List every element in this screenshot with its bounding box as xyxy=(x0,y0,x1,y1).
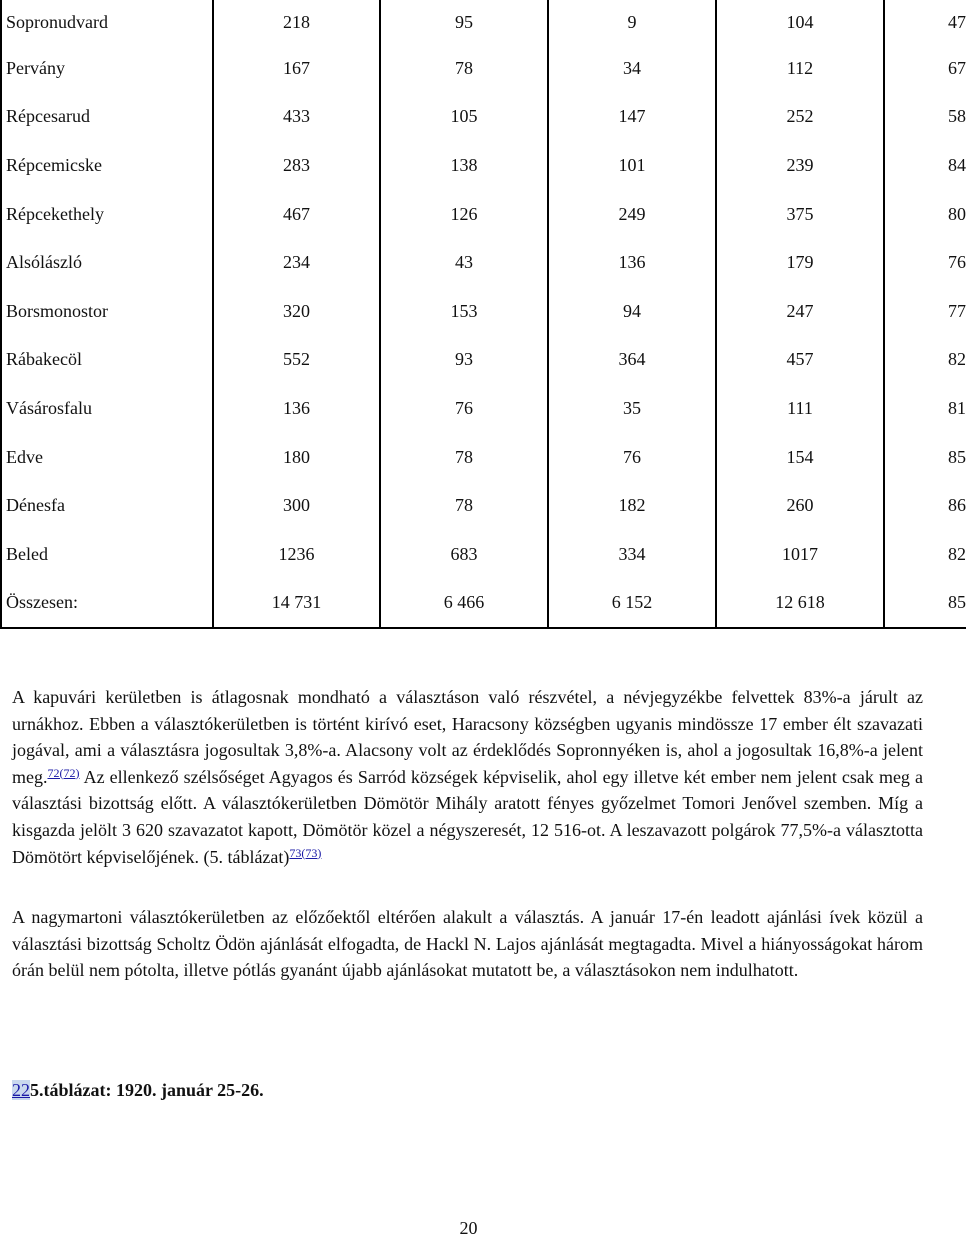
cell-value-1: 467 xyxy=(213,190,380,239)
caption-ref-link[interactable]: 22 xyxy=(12,1080,30,1100)
cell-value-1: 300 xyxy=(213,481,380,530)
cell-value-5: 77 xyxy=(884,287,966,336)
cell-value-5: 84 xyxy=(884,141,966,190)
cell-value-4: 12 618 xyxy=(716,579,884,629)
cell-value-1: 1236 xyxy=(213,530,380,579)
cell-value-5: 76 xyxy=(884,238,966,287)
cell-settlement-name: Pervány xyxy=(1,44,213,93)
cell-value-3: 147 xyxy=(548,93,716,142)
table-row xyxy=(1,141,966,190)
cell-value-4: 252 xyxy=(716,93,884,142)
cell-value-4: 104 xyxy=(716,0,884,44)
cell-value-1: 433 xyxy=(213,93,380,142)
cell-value-5: 47 xyxy=(884,0,966,44)
cell-value-3: 249 xyxy=(548,190,716,239)
cell-settlement-name: Répcekethely xyxy=(1,190,213,239)
cell-value-3: 94 xyxy=(548,287,716,336)
cell-value-2: 78 xyxy=(380,433,548,482)
cell-value-1: 167 xyxy=(213,44,380,93)
cell-value-5: 80 xyxy=(884,190,966,239)
cell-settlement-name: Összesen: xyxy=(1,579,213,629)
table-row xyxy=(1,93,966,142)
cell-value-5: 82 xyxy=(884,530,966,579)
cell-value-1: 552 xyxy=(213,336,380,385)
cell-value-4: 260 xyxy=(716,481,884,530)
table-row xyxy=(1,287,966,336)
cell-value-2: 78 xyxy=(380,44,548,93)
cell-value-3: 9 xyxy=(548,0,716,44)
cell-value-1: 234 xyxy=(213,238,380,287)
cell-settlement-name: Borsmonostor xyxy=(1,287,213,336)
cell-settlement-name: Vásárosfalu xyxy=(1,384,213,433)
cell-value-1: 14 731 xyxy=(213,579,380,629)
cell-value-4: 239 xyxy=(716,141,884,190)
cell-value-5: 85 xyxy=(884,433,966,482)
table-row xyxy=(1,44,966,93)
cell-value-1: 283 xyxy=(213,141,380,190)
footnote-link-73[interactable]: 73(73) xyxy=(289,845,322,860)
cell-value-2: 43 xyxy=(380,238,548,287)
table-row xyxy=(1,579,966,629)
cell-value-1: 136 xyxy=(213,384,380,433)
results-table-body xyxy=(1,0,966,628)
cell-settlement-name: Beled xyxy=(1,530,213,579)
cell-value-2: 78 xyxy=(380,481,548,530)
cell-value-5: 58 xyxy=(884,93,966,142)
cell-value-2: 126 xyxy=(380,190,548,239)
table-row xyxy=(1,190,966,239)
cell-value-4: 375 xyxy=(716,190,884,239)
cell-value-3: 34 xyxy=(548,44,716,93)
cell-value-5: 81 xyxy=(884,384,966,433)
table-row xyxy=(1,238,966,287)
table-caption xyxy=(12,1080,264,1101)
cell-value-3: 182 xyxy=(548,481,716,530)
cell-value-4: 457 xyxy=(716,336,884,385)
cell-value-3: 35 xyxy=(548,384,716,433)
cell-value-3: 364 xyxy=(548,336,716,385)
paragraph-kapuvar-text-b: Az ellenkező szélsőséget Agyagos és Sarród községek képviselik, ahol egy illetve két ember nem jelent csak meg a választási bizottság előtt. A választókerületben Dömötör Mihály aratott fényes győzelmet Tomori Jenővel szemben. Míg a kisgazda jelölt 3 620 szavazatot kapott, Dömötör közel a négyszeresét, 12 516-ot. A leszavazott polgárok 77,5%-a választotta Dömötört képviselőjének. (5. táblázat) xyxy=(12,766,923,867)
page-number: 20 xyxy=(459,1218,478,1238)
cell-settlement-name: Dénesfa xyxy=(1,481,213,530)
cell-value-2: 683 xyxy=(380,530,548,579)
cell-value-2: 138 xyxy=(380,141,548,190)
cell-value-1: 180 xyxy=(213,433,380,482)
cell-value-1: 320 xyxy=(213,287,380,336)
cell-value-5: 82 xyxy=(884,336,966,385)
cell-value-2: 93 xyxy=(380,336,548,385)
table-row xyxy=(1,530,966,579)
caption-text: 5.táblázat: 1920. január 25-26. xyxy=(30,1080,264,1100)
cell-settlement-name: Répcemicske xyxy=(1,141,213,190)
table-row xyxy=(1,336,966,385)
paragraph-kapuvar xyxy=(12,684,923,870)
cell-settlement-name: Rábakecöl xyxy=(1,336,213,385)
paragraph-nagymarton: A nagymartoni választókerületben az előzőektől eltérően alakult a választás. A január 17-én leadott ajánlási ívek közül a választási bizottság Scholtz Ödön ajánlását elfogadta, de Hackl N. Lajos ajánlását megtagadta. Mivel a hiányosságokat három órán belül nem pótolta, illetve pótlás gyanánt újabb ajánlásokat mutatott be, a választásokon nem indulhatott. xyxy=(12,907,923,981)
cell-value-3: 101 xyxy=(548,141,716,190)
cell-settlement-name: Répcesarud xyxy=(1,93,213,142)
cell-value-2: 76 xyxy=(380,384,548,433)
cell-value-2: 153 xyxy=(380,287,548,336)
cell-value-4: 179 xyxy=(716,238,884,287)
cell-value-3: 76 xyxy=(548,433,716,482)
cell-value-4: 1017 xyxy=(716,530,884,579)
cell-settlement-name: Sopronudvard xyxy=(1,0,213,44)
cell-value-5: 67 xyxy=(884,44,966,93)
table-row xyxy=(1,481,966,530)
table-row xyxy=(1,384,966,433)
cell-value-3: 6 152 xyxy=(548,579,716,629)
footnote-link-72[interactable]: 72(72) xyxy=(47,765,80,780)
cell-value-4: 154 xyxy=(716,433,884,482)
cell-value-3: 334 xyxy=(548,530,716,579)
cell-value-1: 218 xyxy=(213,0,380,44)
table-row xyxy=(1,0,966,44)
cell-value-2: 95 xyxy=(380,0,548,44)
cell-value-2: 6 466 xyxy=(380,579,548,629)
cell-value-4: 111 xyxy=(716,384,884,433)
cell-settlement-name: Edve xyxy=(1,433,213,482)
cell-value-5: 86 xyxy=(884,481,966,530)
cell-settlement-name: Alsólászló xyxy=(1,238,213,287)
table-row xyxy=(1,433,966,482)
cell-value-2: 105 xyxy=(380,93,548,142)
cell-value-4: 112 xyxy=(716,44,884,93)
cell-value-5: 85 xyxy=(884,579,966,629)
paragraph-kapuvar-text-a: A kapuvári kerületben is átlagosnak mondható a választáson való részvétel, a névjegyzékbe felvettek 83%-a járult az urnákhoz. Ebben a választókerületben is történt kirívó eset, Haracsony községben ugyanis mindössze 17 ember élt szavazati jogával, ami a választásra jogosultak 3,8%-a. Alacsony volt az érdeklődés Sopronnyéken is, ahol a jogosultak 16,8%-a jelent meg. xyxy=(12,687,923,787)
cell-value-4: 247 xyxy=(716,287,884,336)
cell-value-3: 136 xyxy=(548,238,716,287)
